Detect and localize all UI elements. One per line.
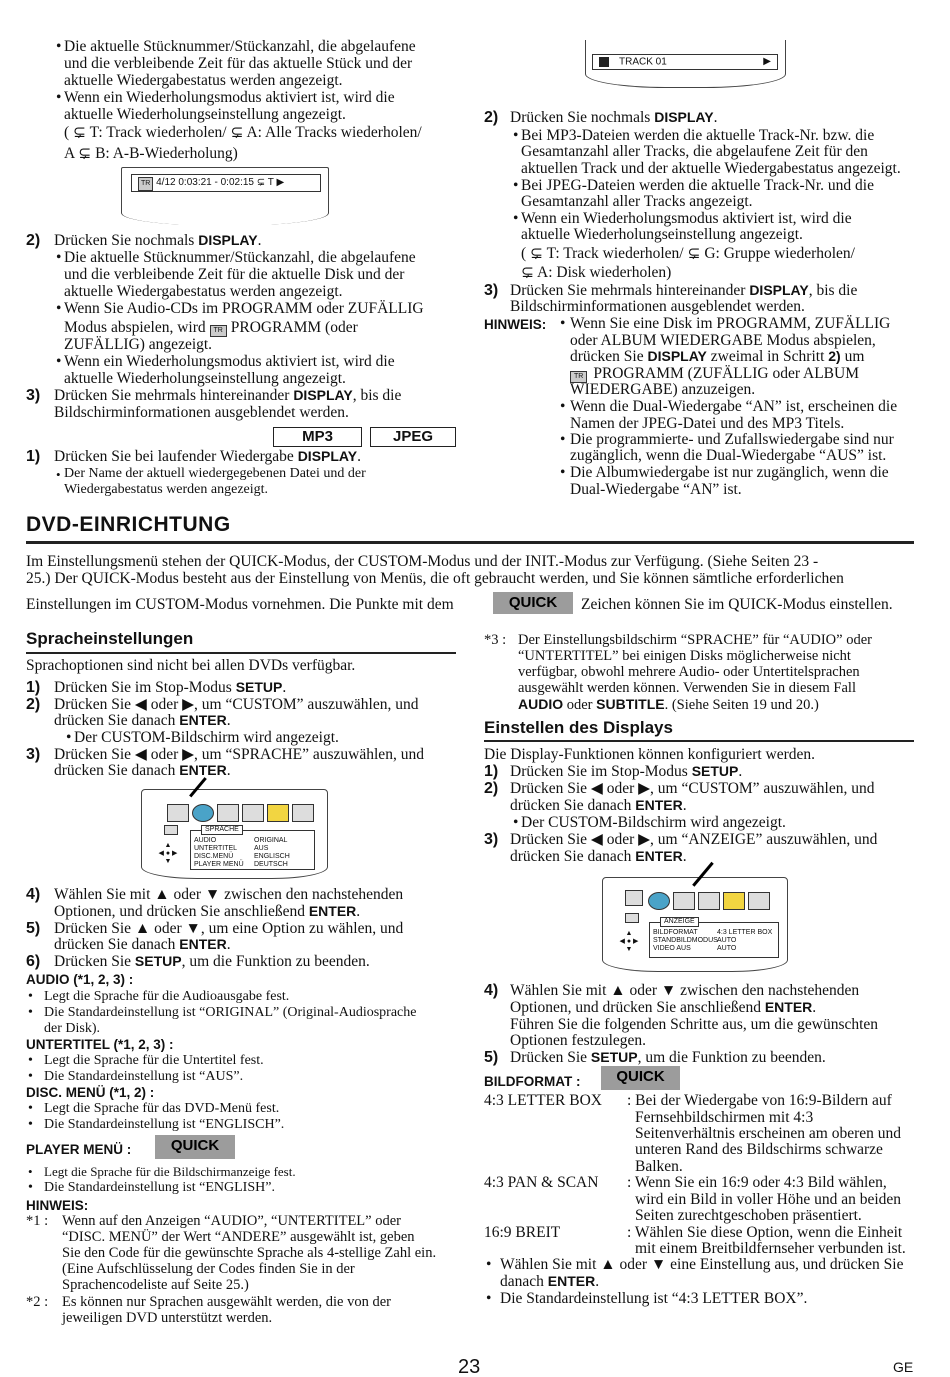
cursor-keys-icon: ▲ ◀ ● ▶ ▼: [619, 930, 639, 953]
page-number: 23: [458, 1356, 481, 1377]
text: Die Standardeinstellung ist “ORIGINAL” (Original-Audiosprache: [44, 1005, 417, 1020]
bullet: •: [28, 1180, 33, 1195]
osd-display: [131, 174, 321, 192]
text: “DISC. MENÜ” der Wert “ANDERE” ausgewählt ist, geben: [62, 1229, 415, 1245]
text: [518, 696, 819, 714]
key-label: ENTER: [635, 797, 683, 813]
key-label: SETUP: [590, 1049, 638, 1065]
bullet: •: [56, 467, 61, 482]
key-label: ENTER: [547, 1273, 596, 1289]
text: zweimal in Schritt: [706, 348, 829, 365]
key-label: DISPLAY: [297, 448, 358, 464]
key-label: DISPLAY: [647, 348, 707, 364]
menu-panel: [649, 918, 779, 958]
bullet: •: [56, 38, 62, 55]
text: Der CUSTOM-Bildschirm wird angezeigt.: [521, 814, 786, 831]
text: Drücken Sie: [54, 953, 135, 970]
text: (Eine Aufschlüsselung der Codes finden Sie in der: [62, 1261, 355, 1277]
text: Seiten zurechtgeschoben präsentiert.: [635, 1207, 862, 1224]
section-rule: [26, 541, 914, 544]
step-number: 2): [484, 109, 499, 126]
menu-row-label: STANDBILDMODUS: [653, 937, 718, 944]
text: Wenn ein Wiederholungsmodus aktiviert ist, wird die: [64, 353, 395, 370]
option-heading: UNTERTITEL (*1, 2, 3) :: [26, 1037, 174, 1052]
subsection-rule: [26, 652, 456, 654]
key-label: DISPLAY: [198, 232, 258, 248]
text: . (Siehe Seiten 19 und 20.): [664, 697, 819, 713]
text: Wenn ein Wiederholungsmodus aktiviert ist, wird die: [521, 210, 852, 227]
text: jeweiligen DVD unterstützt werden.: [62, 1310, 273, 1326]
text: , bis die: [352, 387, 402, 404]
text: um: [840, 348, 865, 365]
text: aktuelle Wiedergabestatus werden angezeigt.: [64, 72, 343, 89]
menu-panel: [190, 826, 315, 870]
screen-icon: [673, 892, 695, 910]
cursor-keys-icon: ▲ ◀ ● ▶ ▼: [158, 842, 178, 865]
text: oder ALBUM WIEDERGABE Modus abspielen,: [570, 332, 876, 349]
text: Fernsehbildschirmen mit 4:3: [635, 1109, 814, 1126]
menu-row: [653, 929, 777, 937]
text: Die aktuelle Stücknummer/Stückanzahl, die abgelaufene: [64, 249, 416, 266]
bullet: •: [513, 210, 519, 227]
menu-row: [653, 945, 777, 953]
step-number: 2): [26, 696, 41, 713]
menu-row: [194, 845, 304, 853]
text: Optionen, und drücken Sie anschließend ENTER.: [54, 903, 361, 920]
option-name: 16:9 BREIT: [484, 1224, 561, 1241]
text: Gesamtanzahl aller Tracks, die abgelaufene Zeit für den: [521, 143, 868, 160]
note-marker: *2 :: [26, 1294, 49, 1310]
text: Drücken Sie nochmals: [54, 232, 199, 249]
text: Drücken Sie im Stop-Modus: [54, 679, 236, 696]
bullet: •: [560, 315, 566, 332]
text: und die verbleibende Zeit für die aktuelle Disk und der: [64, 266, 405, 283]
quick-badge: QUICK: [493, 592, 573, 614]
option-name: 4:3 PAN & SCAN: [484, 1174, 599, 1191]
text: mit einem Breitbildfernseher verbunden ist.: [635, 1240, 906, 1257]
key-label: ENTER: [308, 903, 357, 919]
jpeg-label-box: JPEG: [370, 427, 456, 447]
text: Optionen festzulegen.: [510, 1032, 647, 1049]
text: Sprachencodeliste auf Seite 25.): [62, 1277, 249, 1293]
text: “UNTERTITEL” bei einigen Disks möglicherweise nicht: [518, 648, 851, 664]
text: Bei JPEG-Dateien werden die aktuelle Track-Nr. und die: [521, 177, 874, 194]
text: drücken Sie danach ENTER.: [54, 936, 231, 953]
screen-icon: [217, 804, 239, 822]
step-number: 1): [484, 763, 499, 780]
step-number: 4): [484, 982, 499, 999]
text: Die Standardeinstellung ist “ENGLISH”.: [44, 1180, 275, 1195]
text: PROGRAMM (ZUFÄLLIG oder ALBUM: [593, 365, 860, 382]
text: Drücken Sie im Stop-Modus SETUP.: [510, 763, 743, 780]
bullet: •: [513, 127, 519, 144]
text: Die Standardeinstellung ist “ENGLISCH”.: [44, 1117, 285, 1132]
text: Drücken Sie bei laufender Wiedergabe DISPLAY.: [54, 448, 361, 465]
text: Drücken Sie im Stop-Modus SETUP.: [54, 679, 287, 696]
disc-icon: [164, 825, 178, 835]
bullet: •: [513, 814, 519, 831]
text: Legt die Sprache für die Bildschirmanzeige fest.: [44, 1164, 296, 1179]
text: Legt die Sprache für die Untertitel fest.: [44, 1053, 264, 1068]
text: Drücken Sie ◀ oder ▶, um “SPRACHE” auszuwählen, und: [54, 746, 424, 763]
text: ( ⊊ T: Track wiederholen/ ⊊ A: Alle Tracks wiederholen/: [64, 124, 422, 141]
language-code: GE: [893, 1359, 914, 1375]
step-number: 3): [484, 831, 499, 848]
text: Seitenverhältnis erscheinen am oberen und: [635, 1125, 901, 1142]
text: , um die Funktion zu beenden.: [637, 1049, 826, 1066]
intro-text: Einstellungen im CUSTOM-Modus vornehmen. Die Punkte mit dem: [26, 596, 454, 613]
osd-text: 4/12 0:03:21 - 0:02:15 ⊊ T ▶: [156, 177, 285, 188]
menu-row: [194, 853, 304, 861]
step-number: 1): [26, 679, 41, 696]
menu-row-label: DISC.MENÜ: [194, 853, 234, 860]
text: Drücken Sie ◀ oder ▶, um “ANZEIGE” auszuwählen, und: [510, 831, 878, 848]
bullet: •: [66, 729, 72, 746]
subsection-rule: [484, 740, 914, 742]
option-heading: BILDFORMAT :: [484, 1074, 581, 1089]
note-marker: *1 :: [26, 1213, 49, 1229]
key-label: DISPLAY: [293, 387, 353, 403]
menu-title: SPRACHE: [201, 825, 243, 835]
text: ZUFÄLLIG) angezeigt.: [64, 336, 213, 353]
text: Namen der JPEG-Datei und des MP3 Titels.: [570, 415, 845, 432]
text: zugänglich, wenn die Dual-Wiedergabe “AUS” ist.: [570, 447, 887, 464]
text: Drücken Sie ▲ oder ▼, um eine Option zu wählen, und: [54, 920, 404, 937]
menu-row-value: AUS: [254, 845, 269, 852]
menu-row-value: 4:3 LETTER BOX: [717, 929, 773, 936]
key-label: ENTER: [764, 999, 813, 1015]
text: Wenn Sie Audio-CDs im PROGRAMM oder ZUFÄLLIG: [64, 300, 424, 317]
disc-icon: [625, 913, 639, 923]
bullet: •: [560, 464, 566, 481]
bullet: •: [560, 398, 566, 415]
menu-rows: [194, 837, 304, 869]
setup-menu-illustration: [602, 877, 788, 972]
subsection-title: Einstellen des Displays: [484, 718, 673, 737]
text: Drücken Sie: [510, 1049, 591, 1066]
text: ⊊ A: Disk wiederholen): [521, 264, 672, 281]
text: Führen Sie die folgenden Schritte aus, um die gewünschten: [510, 1016, 879, 1033]
lock-icon: [723, 892, 745, 910]
intro-text: Im Einstellungsmenü stehen der QUICK-Modus, der CUSTOM-Modus und der INIT.-Modus zur Verfügung. (Siehe Seiten 23 -: [26, 553, 819, 570]
bullet: •: [513, 177, 519, 194]
text: drücken Sie danach ENTER.: [54, 712, 231, 729]
option-heading: DISC. MENÜ (*1, 2) :: [26, 1085, 155, 1100]
menu-row-label: BILDFORMAT: [653, 929, 698, 936]
text: Die Albumwiedergabe ist nur zugänglich, wenn die: [570, 464, 889, 481]
text: wird ein Bild in voller Höhe und an beiden: [635, 1191, 902, 1208]
text: ausgewählt werden können. Verwenden Sie in diesem Fall: [518, 680, 856, 696]
text: Der CUSTOM-Bildschirm wird angezeigt.: [74, 729, 339, 746]
text: Drücken Sie ◀ oder ▶, um “CUSTOM” auszuwählen, und: [54, 696, 419, 713]
text: Modus abspielen, wird: [64, 319, 206, 336]
quick-badge: QUICK: [601, 1066, 680, 1090]
text: Gesamtanzahl aller Tracks angezeigt.: [521, 193, 753, 210]
key-label: ENTER: [179, 712, 227, 728]
key-label: DISPLAY: [749, 282, 809, 298]
step-ref: 2): [828, 348, 841, 364]
menu-row: [194, 837, 304, 845]
program-icon: TR: [210, 325, 227, 337]
text: drücken Sie danach: [510, 797, 636, 814]
text: Drücken Sie bei laufender Wiedergabe: [54, 448, 298, 465]
text: drücken Sie: [570, 348, 648, 365]
text: Bildschirminformationen ausgeblendet werden.: [510, 298, 805, 315]
text: aktuelle Wiederholungseinstellung angezeigt.: [64, 370, 346, 387]
hinweis-label: HINWEIS:: [484, 317, 547, 332]
program-icon: TR: [570, 371, 587, 383]
option-name: 4:3 LETTER BOX: [484, 1092, 602, 1109]
text: : Bei der Wiedergabe von 16:9-Bildern auf: [627, 1092, 892, 1109]
text: Optionen, und drücken Sie anschließend: [510, 999, 765, 1016]
step-number: 1): [26, 448, 41, 465]
key-label: SETUP: [691, 763, 739, 779]
text: [510, 282, 857, 299]
text: Optionen, und drücken Sie anschließend ENTER.: [510, 999, 817, 1016]
mp3-label-box: MP3: [273, 427, 362, 447]
key-label: ENTER: [179, 936, 227, 952]
text: aktuelle Wiedergabestatus werden angezeigt.: [64, 283, 343, 300]
menu-row: [194, 861, 304, 869]
text: A ⊊ B: A-B-Wiederholung): [64, 145, 238, 162]
key-label: DISPLAY: [654, 109, 714, 125]
lock-icon: [267, 804, 289, 822]
text: Sprachoptionen sind nicht bei allen DVDs verfügbar.: [26, 657, 356, 674]
text: drücken Sie danach ENTER.: [510, 848, 687, 865]
text: Die Display-Funktionen können konfiguriert werden.: [484, 746, 816, 763]
intro-text: 25.) Der QUICK-Modus besteht aus der Einstellung von Menüs, die oft gebraucht werden, und Sie können sämtliche erforderlichen: [26, 570, 844, 587]
text: , bis die: [808, 282, 858, 299]
bullet: •: [560, 431, 566, 448]
osd-text: TRACK 01: [619, 56, 667, 68]
other-icon: [292, 804, 314, 822]
step-number: 4): [26, 886, 41, 903]
menu-row-value: ENGLISCH: [254, 853, 290, 860]
step-number: 5): [484, 1049, 499, 1066]
text: der Disk).: [44, 1021, 100, 1036]
bullet: •: [28, 1164, 33, 1179]
text: aktuellen Track und der aktuelle Wiedergabestatus angezeigt.: [521, 160, 901, 177]
text: drücken Sie danach ENTER.: [510, 797, 687, 814]
bullet: •: [28, 1101, 33, 1116]
text: Bei MP3-Dateien werden die aktuelle Track-Nr. bzw. die: [521, 127, 875, 144]
step-number: 5): [26, 920, 41, 937]
text: aktuelle Wiederholungseinstellung angezeigt.: [64, 106, 346, 123]
text: Die programmierte- und Zufallswiedergabe sind nur: [570, 431, 894, 448]
menu-row-label: VIDEO AUS: [653, 945, 691, 952]
step-number: 3): [484, 282, 499, 299]
option-heading: AUDIO (*1, 2, 3) :: [26, 972, 134, 987]
key-label: SETUP: [235, 679, 283, 695]
step-number: 2): [26, 232, 41, 249]
menu-row-value: AUTO: [717, 945, 737, 952]
subsection-title: Spracheinstellungen: [26, 629, 194, 648]
menu-row-label: AUDIO: [194, 837, 217, 844]
text: aktuelle Wiederholungseinstellung angezeigt.: [521, 226, 803, 243]
text: Dual-Wiedergabe “AN” ist.: [570, 481, 742, 498]
setup-menu-illustration: [141, 789, 328, 879]
text: Balken.: [635, 1158, 683, 1175]
menu-row-label: PLAYER MENÜ: [194, 861, 244, 868]
text: Sie den Code für die gewünschte Sprache als 4-stellige Zahl ein.: [62, 1245, 437, 1261]
text: Drücken Sie mehrmals hintereinander: [510, 282, 750, 299]
bullet: •: [28, 1069, 33, 1084]
text: danach: [500, 1273, 548, 1290]
step-number: 6): [26, 953, 41, 970]
text: unteren Rand des Bildschirms schwarze: [635, 1141, 883, 1158]
text: [570, 348, 864, 365]
menu-row-value: ORIGINAL: [254, 837, 288, 844]
osd-display: [592, 54, 778, 70]
display-icon: [625, 890, 643, 906]
text: Legt die Sprache für das DVD-Menü fest.: [44, 1101, 280, 1116]
display-icon: [167, 804, 189, 822]
language-icon: [648, 892, 670, 910]
other-icon: [748, 892, 770, 910]
option-heading: PLAYER MENÜ :: [26, 1142, 132, 1157]
step-number: 3): [26, 746, 41, 763]
text: [510, 1049, 826, 1066]
bullet: •: [486, 1256, 492, 1273]
step-number: 3): [26, 387, 41, 404]
key-label: SUBTITLE: [596, 696, 665, 712]
key-label: ENTER: [635, 848, 683, 864]
quick-badge: QUICK: [155, 1135, 235, 1159]
text: Die Standardeinstellung ist “AUS”.: [44, 1069, 244, 1084]
text: WIEDERGABE) anzuzeigen.: [570, 381, 756, 398]
menu-row-label: UNTERTITEL: [194, 845, 238, 852]
text: PROGRAMM (oder: [230, 319, 358, 336]
text: Wenn ein Wiederholungsmodus aktiviert ist, wird die: [64, 89, 395, 106]
text: Der Einstellungsbildschirm “SPRACHE” für “AUDIO” oder: [518, 632, 872, 648]
text: Wenn die Dual-Wiedergabe “AN” ist, erscheinen die: [570, 398, 898, 415]
text: drücken Sie danach: [54, 936, 180, 953]
menu-row-value: AUTO: [717, 937, 737, 944]
text: drücken Sie danach: [54, 712, 180, 729]
menu-row: [653, 937, 777, 945]
text: Die Standardeinstellung ist “4:3 LETTER BOX”.: [500, 1290, 808, 1307]
text: Bildschirminformationen ausgeblendet werden.: [54, 404, 349, 421]
text: Wenn auf den Anzeigen “AUDIO”, “UNTERTITEL” oder: [62, 1213, 401, 1229]
text: Wiedergabestatus werden angezeigt.: [64, 482, 269, 497]
bullet: •: [56, 249, 62, 266]
text: Drücken Sie nochmals DISPLAY.: [54, 232, 262, 249]
menu-title: ANZEIGE: [660, 917, 699, 927]
bullet: •: [486, 1290, 492, 1307]
bullet: •: [28, 989, 33, 1004]
key-label: AUDIO: [518, 696, 564, 712]
key-label: ENTER: [179, 762, 227, 778]
music-file-icon: [599, 57, 609, 67]
text: drücken Sie danach: [510, 848, 636, 865]
intro-text: Zeichen können Sie im QUICK-Modus einstellen.: [581, 596, 893, 613]
text: : Wenn Sie ein 16:9 oder 4:3 Bild wählen,: [627, 1174, 887, 1191]
text: Drücken Sie mehrmals hintereinander: [54, 387, 294, 404]
text: danach ENTER.: [500, 1273, 600, 1290]
text: Drücken Sie nochmals DISPLAY.: [510, 109, 718, 126]
text: Wählen Sie mit ▲ oder ▼ zwischen den nachstehenden: [510, 982, 860, 999]
text: Drücken Sie nochmals: [510, 109, 655, 126]
text: Drücken Sie ◀ oder ▶, um “CUSTOM” auszuwählen, und: [510, 780, 875, 797]
step-number: 2): [484, 780, 499, 797]
text: Legt die Sprache für die Audioausgabe fest.: [44, 989, 290, 1004]
text: Die aktuelle Stücknummer/Stückanzahl, die abgelaufene: [64, 38, 416, 55]
text: Wählen Sie mit ▲ oder ▼ zwischen den nachstehenden: [54, 886, 404, 903]
bullet: •: [28, 1117, 33, 1132]
text: : Wählen Sie diese Option, wenn die Einheit: [627, 1224, 903, 1241]
bullet: •: [56, 353, 62, 370]
bullet: •: [28, 1053, 33, 1068]
text: drücken Sie danach: [54, 762, 180, 779]
text: [54, 387, 401, 404]
text: , um die Funktion zu beenden.: [181, 953, 370, 970]
menu-icon-row: [167, 804, 317, 826]
menu-rows: [653, 929, 777, 953]
text: [54, 953, 370, 970]
bullet: •: [28, 1005, 33, 1020]
menu-row-value: DEUTSCH: [254, 861, 288, 868]
bullet: •: [56, 89, 62, 106]
text: Optionen, und drücken Sie anschließend: [54, 903, 309, 920]
text: [64, 319, 358, 337]
text: Wählen Sie mit ▲ oder ▼ eine Einstellung aus, und drücken Sie: [500, 1256, 904, 1273]
track-icon: TR: [138, 177, 153, 191]
audio-icon: [242, 804, 264, 822]
note-marker: *3 :: [484, 632, 507, 648]
text: oder: [563, 697, 597, 713]
text: drücken Sie danach ENTER.: [54, 762, 231, 779]
bullet: •: [56, 300, 62, 317]
text: und die verbleibende Zeit für das aktuelle Stück und der: [64, 55, 413, 72]
text: ( ⊊ T: Track wiederholen/ ⊊ G: Gruppe wiederholen/: [521, 245, 855, 262]
section-title: DVD-EINRICHTUNG: [26, 513, 231, 536]
key-label: SETUP: [134, 953, 182, 969]
text: Der Name der aktuell wiedergegebenen Datei und der: [64, 466, 366, 481]
play-icon: ▶: [763, 56, 771, 67]
hinweis-label: HINWEIS:: [26, 1198, 89, 1213]
text: verfügbar, obwohl mehrere Audio- oder Untertitelsprachen: [518, 664, 860, 680]
text: Wenn Sie eine Disk im PROGRAMM, ZUFÄLLIG: [570, 315, 891, 332]
text: Drücken Sie im Stop-Modus: [510, 763, 692, 780]
text: Es können nur Sprachen ausgewählt werden, die von der: [62, 1294, 391, 1310]
